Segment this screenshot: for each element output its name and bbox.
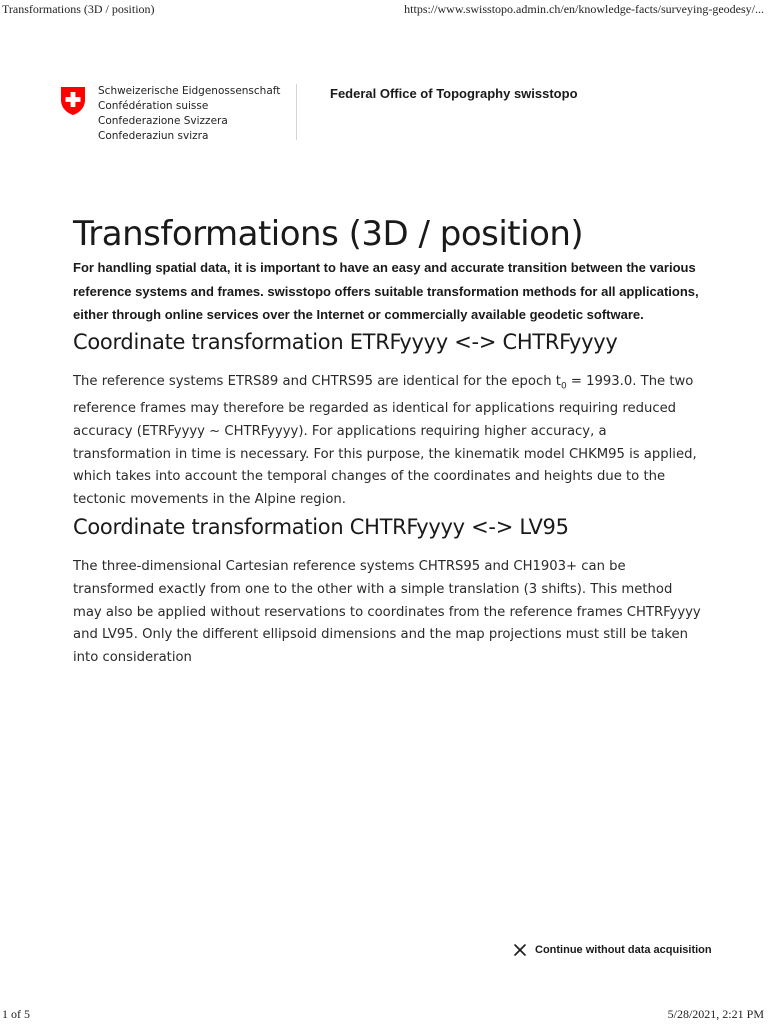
lead-paragraph: For handling spatial data, it is important to have an easy and accurate transition between the various reference systems and frames. swisstopo offers suitable transformation methods for all applications, either through online services over the Internet or commercially available geodetic software.	[73, 260, 699, 322]
section-title-chtrf-lv95: Coordinate transformation CHTRFyyyy <-> LV95	[73, 514, 569, 539]
office-name-link[interactable]: Federal Office of Topography swisstopo	[330, 86, 578, 101]
print-header-title: Transformations (3D / position)	[2, 2, 155, 16]
swiss-shield-icon[interactable]	[60, 86, 86, 116]
section-title-etrf-chtrf: Coordinate transformation ETRFyyyy <-> CHTRFyyyy	[73, 329, 618, 354]
print-footer-page: 1 of 5	[2, 1007, 30, 1021]
confederation-names	[98, 84, 280, 144]
confederation-name-rm: Confederaziun svizra	[98, 130, 209, 142]
continue-label: Continue without data acquisition	[535, 944, 712, 956]
site-header	[60, 86, 720, 141]
section-text-chtrf-lv95: The three-dimensional Cartesian reference systems CHTRS95 and CH1903+ can be transformed exactly from one to the other with a simple translation (3 shifts). This method may also be applied without reservations to coordinates from the reference frames CHTRFyyyy and LV95. Only the different ellipsoid dimensions and the map projections must still be taken into consideration	[73, 558, 701, 666]
confederation-name-fr: Confédération suisse	[98, 100, 209, 112]
section-text-etrf-chtrf	[73, 371, 703, 512]
section-text-part: The reference systems ETRS89 and CHTRS95 are identical for the epoch t	[73, 373, 561, 389]
print-header-url: https://www.swisstopo.admin.ch/en/knowledge-facts/surveying-geodesy/...	[404, 2, 764, 16]
header-divider	[296, 84, 297, 140]
main-content	[73, 212, 703, 670]
print-footer-timestamp: 5/28/2021, 2:21 PM	[667, 1007, 764, 1021]
confederation-name-de: Schweizerische Eidgenossenschaft	[98, 85, 281, 97]
continue-without-data-button[interactable]	[513, 943, 712, 957]
section-text-part: = 1993.0. The two reference frames may therefore be regarded as identical for applications requiring reduced accuracy (ETRFyyyy ~ CHTRFyyyy). For applications requiring higher accuracy, a transformation in time is necessary. For this purpose, the kinematik model CHKM95 is applied, which takes into account the temporal changes of the coordinates and heights due to the tectonic movements in the Alpine region.	[73, 373, 697, 508]
confederation-name-it: Confederazione Svizzera	[98, 115, 228, 127]
epoch-subscript: 0	[560, 381, 567, 392]
close-icon	[513, 943, 527, 957]
page-title: Transformations (3D / position)	[73, 214, 584, 254]
